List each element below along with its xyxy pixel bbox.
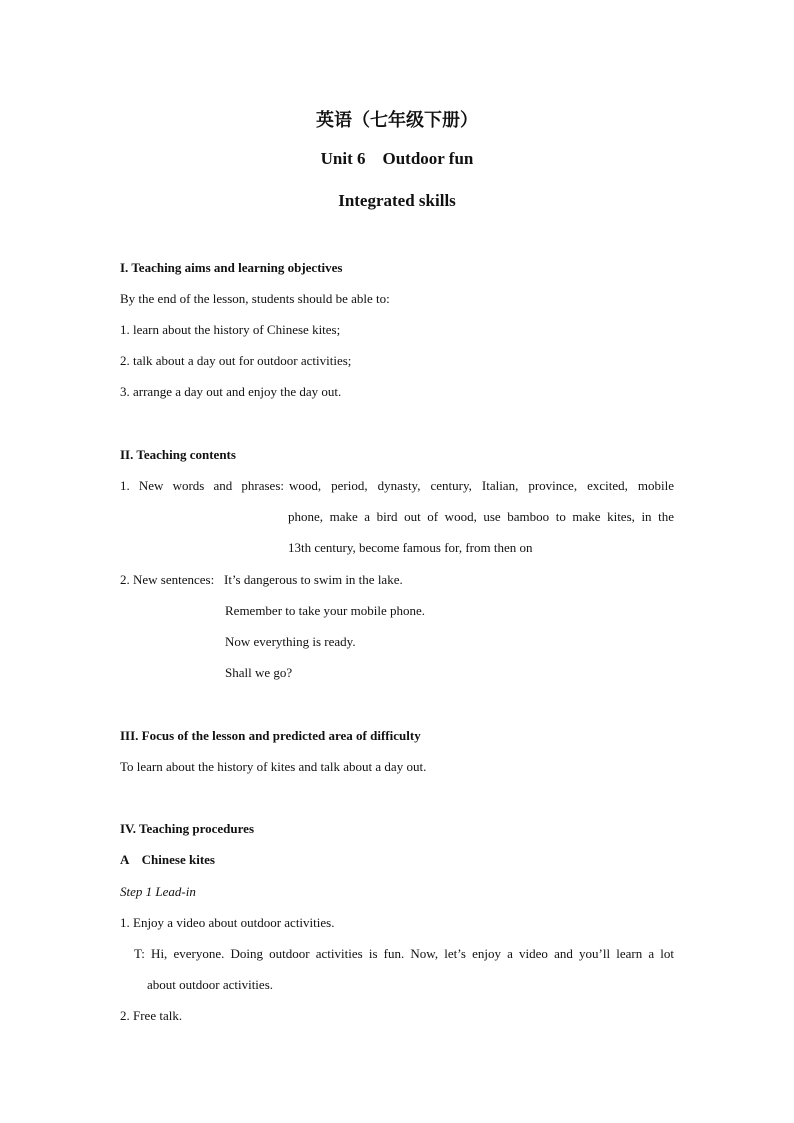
objective-item-1: 1. learn about the history of Chinese kites; [120,322,341,337]
new-sentences-label: 2. New sentences: [120,572,215,587]
sentence-2: Remember to take your mobile phone. [225,603,426,618]
subject-title: 英语（七年级下册） [316,110,478,130]
procedure-item-1: 1. Enjoy a video about outdoor activities. [120,915,335,930]
objective-item-2: 2. talk about a day out for outdoor activities; [120,353,352,368]
section-1-heading: I. Teaching aims and learning objectives [120,260,343,275]
sentence-1: It’s dangerous to swim in the lake. [224,572,403,587]
teacher-line-2: about outdoor activities. [147,977,274,992]
new-words-line-2: phone, make a bird out of wood, use bamboo to make kites, in the [288,509,674,524]
section-4-heading: IV. Teaching procedures [120,821,255,836]
lesson-title: Integrated skills [338,191,456,210]
section-3-text: To learn about the history of kites and talk about a day out. [120,759,427,774]
section-1-intro: By the end of the lesson, students should be able to: [120,291,390,306]
objective-item-3: 3. arrange a day out and enjoy the day out. [120,384,342,399]
part-a-heading: A Chinese kites [120,852,215,867]
procedure-item-2: 2. Free talk. [120,1008,183,1023]
new-words-line-1: wood, period, dynasty, century, Italian, province, excited, mobile [289,478,674,493]
section-3-heading: III. Focus of the lesson and predicted area of difficulty [120,728,421,743]
sentence-3: Now everything is ready. [225,634,356,649]
unit-title: Unit 6 Outdoor fun [320,149,474,168]
teacher-line-1: T: Hi, everyone. Doing outdoor activities is fun. Now, let’s enjoy a video and you’ll learn a lot [134,946,674,961]
new-words-line-3: 13th century, become famous for, from then on [288,540,533,555]
sentence-4: Shall we go? [225,665,293,680]
section-2-heading: II. Teaching contents [120,447,236,462]
step-1-heading: Step 1 Lead-in [120,884,196,899]
new-words-label: 1. New words and phrases: [120,478,284,493]
